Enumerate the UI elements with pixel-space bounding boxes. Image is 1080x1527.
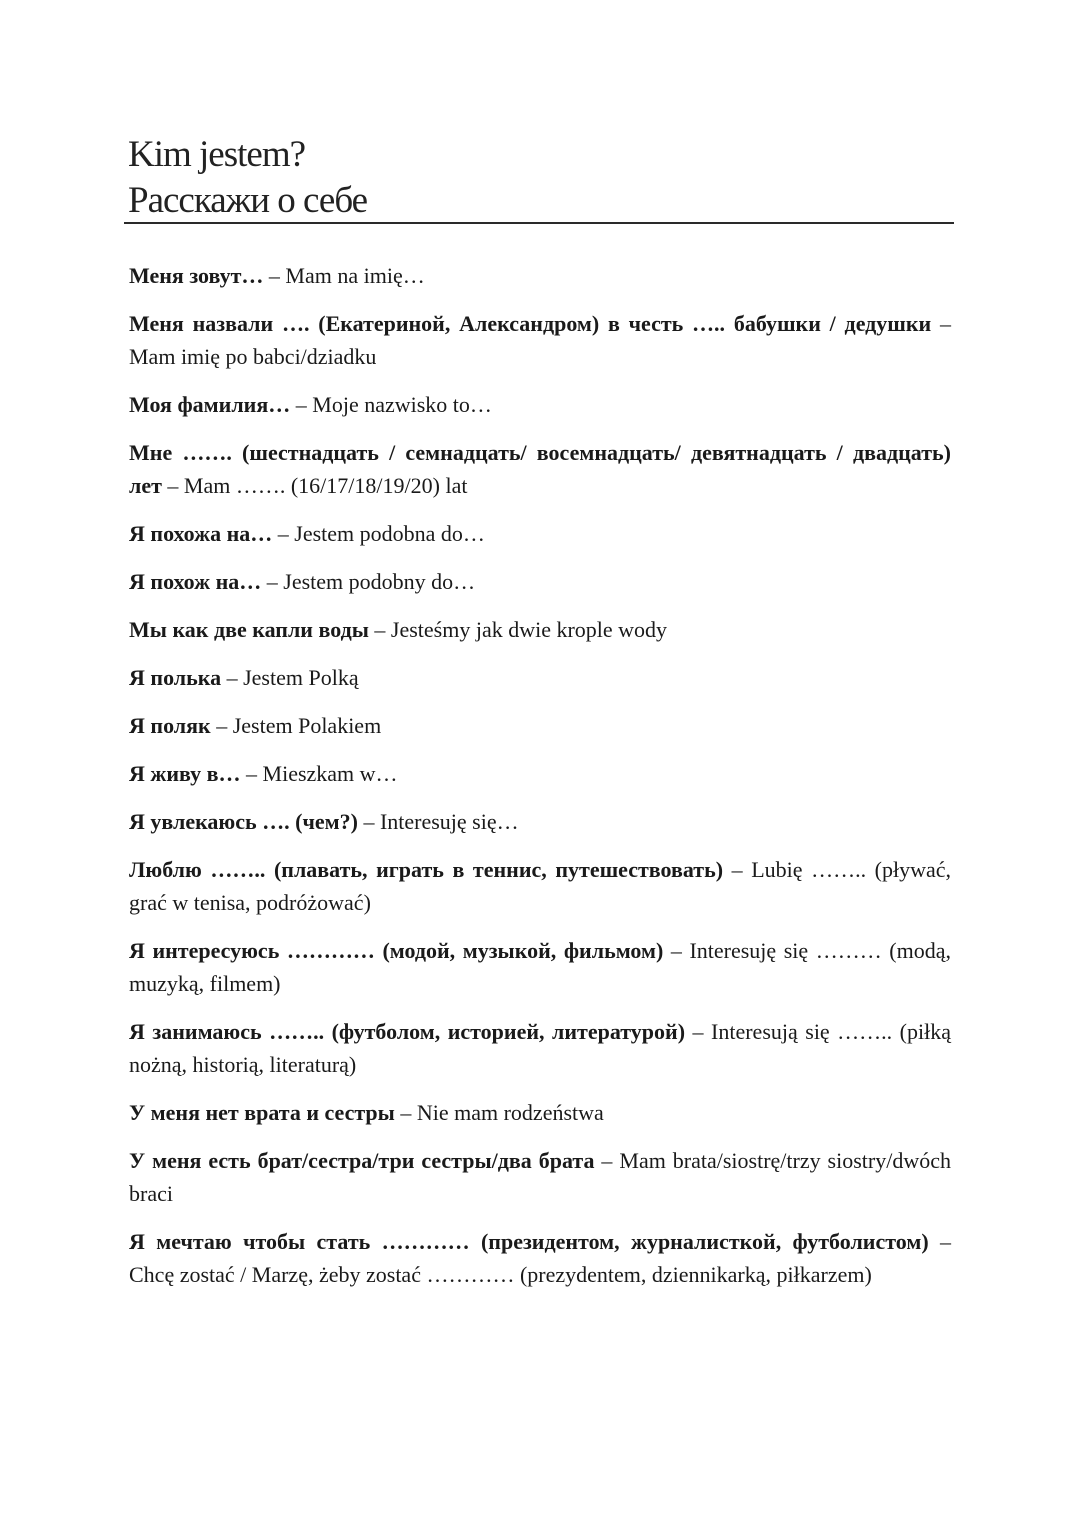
phrase-entry bbox=[129, 565, 951, 598]
title-russian: Расскажи о себе bbox=[128, 180, 368, 221]
phrase-russian: Мы как две капли воды bbox=[129, 617, 369, 642]
phrase-polish: – Interesuję się… bbox=[357, 809, 519, 834]
phrase-entry bbox=[129, 934, 951, 1000]
phrase-russian: Я увлекаюсь …. (чем?) bbox=[129, 809, 358, 834]
phrase-russian: Мне ……. (шестнадцать / семнадцать/ восемнадцать/ девятнадцать / двадцать) лет bbox=[129, 440, 951, 498]
phrase-entry bbox=[129, 661, 951, 694]
phrase-polish: – Jestem podobna do… bbox=[272, 521, 485, 546]
phrase-polish: – Moje nazwisko to… bbox=[290, 392, 492, 417]
phrase-entry bbox=[129, 388, 951, 421]
phrase-polish: – Jestem Polakiem bbox=[210, 713, 382, 738]
phrase-russian: Я мечтаю чтобы стать ………… (президентом, журналисткой, футболистом) bbox=[129, 1229, 929, 1254]
title-polish: Kim jestem? bbox=[128, 134, 306, 175]
phrase-russian: Я живу в… bbox=[129, 761, 241, 786]
phrase-list bbox=[129, 259, 951, 1306]
phrase-entry bbox=[129, 1096, 951, 1129]
phrase-russian: Я похожа на… bbox=[129, 521, 273, 546]
phrase-russian: Я занимаюсь …….. (футболом, историей, литературой) bbox=[129, 1019, 686, 1044]
phrase-entry bbox=[129, 1225, 951, 1291]
phrase-entry bbox=[129, 613, 951, 646]
phrase-polish: – Mam ……. (16/17/18/19/20) lat bbox=[161, 473, 468, 498]
phrase-polish: – Mam na imię… bbox=[263, 263, 425, 288]
phrase-entry bbox=[129, 757, 951, 790]
phrase-polish: – Mam brata/siostrę/trzy siostry/dwóch braci bbox=[129, 1148, 952, 1206]
phrase-polish: – Jesteśmy jak dwie krople wody bbox=[368, 617, 668, 642]
phrase-russian: Меня зовут… bbox=[129, 263, 264, 288]
phrase-entry bbox=[129, 517, 951, 550]
phrase-russian: У меня нет врата и сестры bbox=[129, 1100, 395, 1125]
phrase-russian: Я похож на… bbox=[129, 569, 262, 594]
phrase-entry bbox=[129, 259, 951, 292]
phrase-entry bbox=[129, 805, 951, 838]
phrase-polish: – Interesują się …….. (piłką nożną, historią, literaturą) bbox=[129, 1019, 951, 1077]
phrase-polish: – Jestem podobny do… bbox=[261, 569, 476, 594]
phrase-russian: Я полька bbox=[129, 665, 222, 690]
title-divider bbox=[124, 222, 954, 224]
phrase-entry bbox=[129, 709, 951, 742]
phrase-russian: Моя фамилия… bbox=[129, 392, 291, 417]
phrase-polish: – Interesuję się ……… (modą, muzyką, filmem) bbox=[129, 938, 952, 996]
phrase-entry bbox=[129, 1144, 951, 1210]
phrase-polish: – Mam imię po babci/dziadku bbox=[129, 311, 952, 369]
phrase-entry bbox=[129, 436, 951, 502]
phrase-russian: Меня назвали …. (Екатериной, Александром) в честь ….. бабушки / дедушки bbox=[129, 311, 932, 336]
phrase-entry bbox=[129, 853, 951, 919]
phrase-entry bbox=[129, 1015, 951, 1081]
phrase-russian: Люблю …….. (плавать, играть в теннис, путешествовать) bbox=[129, 857, 724, 882]
phrase-polish: – Lubię …….. (pływać, grać w tenisa, podróżować) bbox=[129, 857, 952, 915]
phrase-entry bbox=[129, 307, 951, 373]
phrase-polish: – Nie mam rodzeństwa bbox=[394, 1100, 604, 1125]
page-title bbox=[128, 132, 954, 224]
phrase-russian: Я интересуюсь ………… (модой, музыкой, фильмом) bbox=[129, 938, 664, 963]
phrase-polish: – Jestem Polką bbox=[221, 665, 359, 690]
phrase-russian: У меня есть брат/сестра/три сестры/два брата bbox=[129, 1148, 595, 1173]
phrase-polish: – Chcę zostać / Marzę, żeby zostać ………… (prezydentem, dziennikarką, piłkarzem) bbox=[129, 1229, 952, 1287]
phrase-polish: – Mieszkam w… bbox=[240, 761, 398, 786]
phrase-russian: Я поляк bbox=[129, 713, 211, 738]
